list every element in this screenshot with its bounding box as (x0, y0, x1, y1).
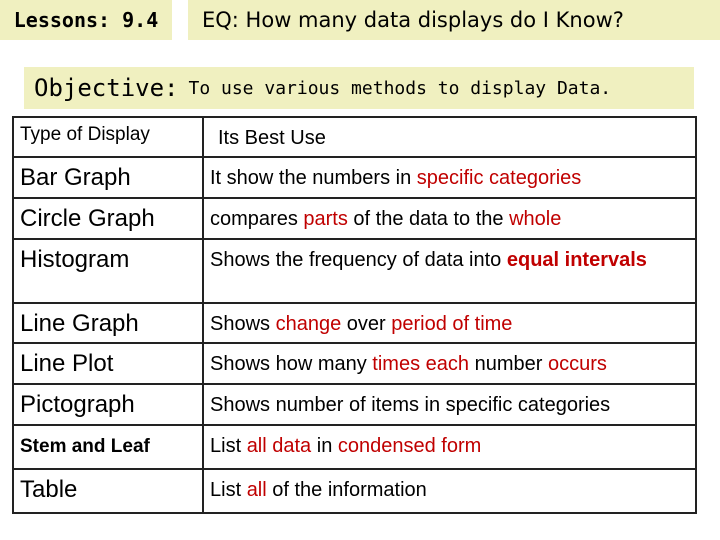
best-use-text-segment: times each (372, 353, 470, 375)
best-use-cell (203, 425, 696, 469)
table-row (13, 198, 696, 239)
table-row (13, 469, 696, 513)
best-use-cell (203, 343, 696, 384)
display-type-cell: Table (13, 469, 203, 513)
best-use-cell (203, 157, 696, 198)
best-use-text-segment: It show the numbers in (210, 167, 417, 189)
table-row (13, 343, 696, 384)
best-use-text-segment: all (246, 479, 267, 501)
best-use-text-segment: occurs (547, 353, 607, 375)
table-row (13, 239, 696, 303)
best-use-text-segment: List (210, 435, 247, 457)
best-use-text-segment: number (469, 353, 548, 375)
best-use-text-segment: Shows number of items in specific categories (210, 394, 611, 416)
best-use-text-segment: specific categories (416, 167, 582, 189)
table-row (13, 425, 696, 469)
display-type-cell: Stem and Leaf (13, 425, 203, 469)
best-use-text-segment: period of time (391, 313, 513, 335)
eq-text: How many data displays do I Know? (238, 8, 624, 32)
display-type-cell: Bar Graph (13, 157, 203, 198)
table-header-row (13, 117, 696, 157)
best-use-text-segment: Shows how many (210, 353, 373, 375)
data-display-table (12, 116, 697, 514)
best-use-text-segment: Shows the frequency of data into (210, 249, 507, 271)
table-row (13, 303, 696, 343)
best-use-text-segment: of the information (266, 479, 427, 501)
display-type-cell: Line Plot (13, 343, 203, 384)
best-use-text-segment: parts (303, 208, 348, 230)
best-use-text-segment: whole (509, 208, 562, 230)
best-use-text-segment: Shows (210, 313, 276, 335)
objective-label: Objective: (34, 74, 179, 102)
objective-box (24, 67, 694, 109)
col-use-header: Its Best Use (203, 117, 696, 157)
best-use-cell (203, 384, 696, 425)
essential-question-box (188, 0, 720, 40)
eq-prefix: EQ: (202, 8, 239, 32)
best-use-cell (203, 303, 696, 343)
best-use-text-segment: change (275, 313, 342, 335)
best-use-text-segment: over (341, 313, 392, 335)
lesson-number-box (0, 0, 172, 40)
best-use-cell (203, 469, 696, 513)
best-use-text-segment: in (311, 435, 338, 457)
display-type-cell: Circle Graph (13, 198, 203, 239)
best-use-text-segment: condensed form (337, 435, 482, 457)
best-use-cell (203, 198, 696, 239)
col-type-header: Type of Display (13, 117, 203, 157)
best-use-text-segment: of the data to the (347, 208, 510, 230)
best-use-cell (203, 239, 696, 303)
best-use-text-segment: equal intervals (506, 249, 647, 271)
lesson-label: Lessons: 9.4 (13, 8, 159, 32)
display-type-cell: Line Graph (13, 303, 203, 343)
best-use-text-segment: compares (210, 208, 304, 230)
display-type-cell: Histogram (13, 239, 203, 303)
table-row (13, 157, 696, 198)
display-type-cell: Pictograph (13, 384, 203, 425)
table-row (13, 384, 696, 425)
best-use-text-segment: List (210, 479, 247, 501)
objective-text: To use various methods to display Data. (188, 77, 612, 99)
best-use-text-segment: all data (246, 435, 312, 457)
